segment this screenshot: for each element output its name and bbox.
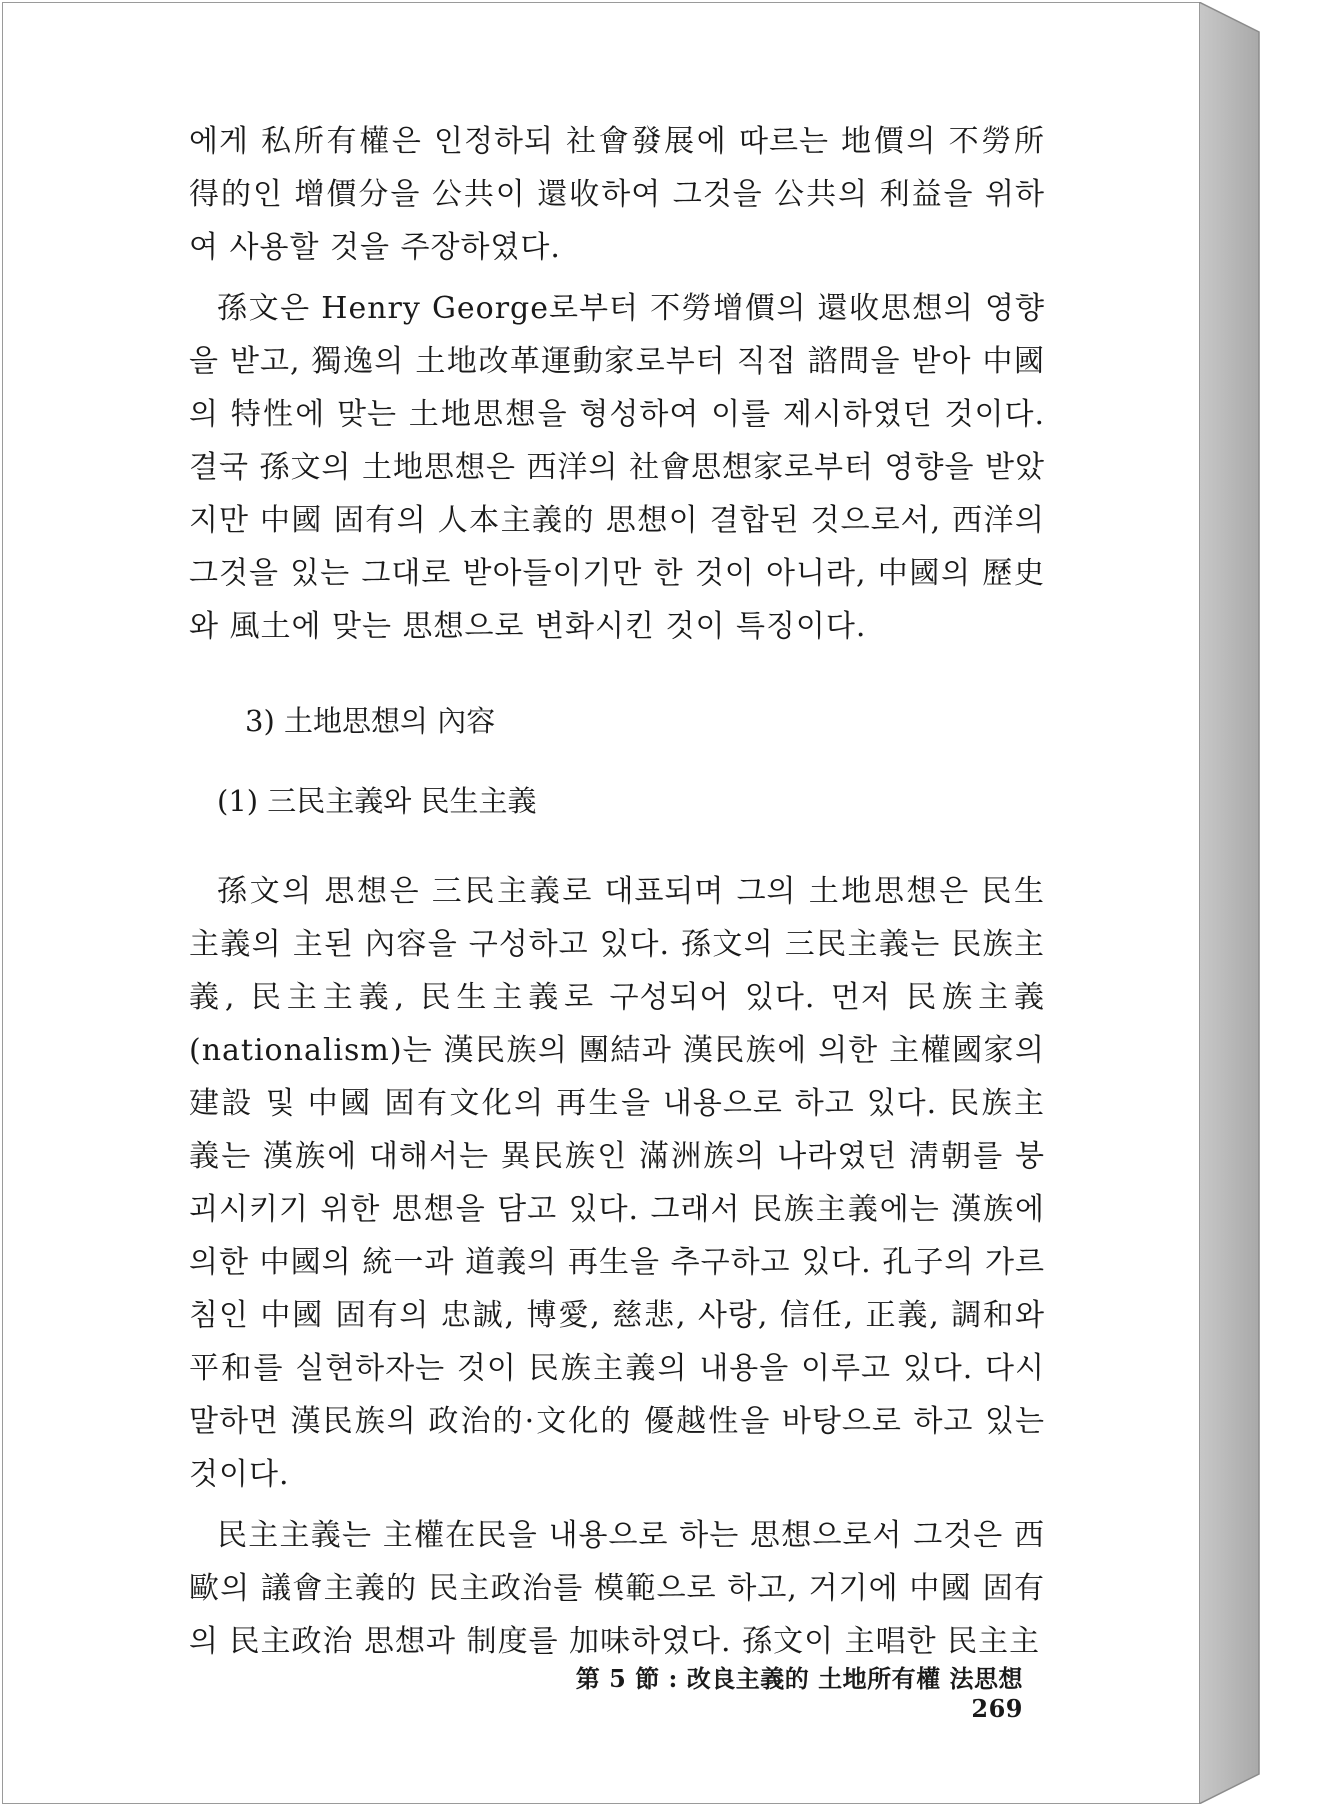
section-heading: 3) 土地思想의 內容 [245,704,496,738]
book-page [2,2,1200,1804]
subsection-heading: (1) 三民主義와 民生主義 [217,784,537,818]
paragraph-3: 孫文의 思想은 三民主義로 대표되며 그의 土地思想은 民生主義의 主된 內容을 구성하고 있다. 孫文의 三民主義는 民族主義, 民主主義, 民生主義로 구성되어 있다. 먼저 民族主義(nationalism)는 漢民族의 團結과 漢民族에 의한 主權國家의 建設 및 中國 固有文化의 再生을 내용으로 하고 있다. 民族主義는 漢族에 대해서는 異民族인 滿洲族의 나라였던 淸朝를 붕괴시키기 위한 思想을 담고 있다. 그래서 民族主義에는 漢族에 의한 中國의 統一과 道義의 再生을 추구하고 있다. 孔子의 가르침인 中國 固有의 忠誠, 博愛, 慈悲, 사랑, 信任, 正義, 調和와 平和를 실현하자는 것이 民族主義의 내용을 이루고 있다. 다시 말하면 漢民族의 政治的·文化的 優越性을 바탕으로 하고 있는 것이다. [189,874,1045,1492]
paragraph-1: 에게 私所有權은 인정하되 社會發展에 따르는 地價의 不勞所得的인 增價分을 公共이 還收하여 그것을 公共의 利益을 위하여 사용할 것을 주장하였다. [189,124,1045,265]
body-text [189,115,1045,1668]
paragraph-2: 孫文은 Henry George로부터 不勞增價의 還收思想의 영향을 받고, 獨逸의 土地改革運動家로부터 직접 諮問을 받아 中國의 特性에 맞는 土地思想을 형성하여 이를 제시하였던 것이다. 결국 孫文의 土地思想은 西洋의 社會思想家로부터 영향을 받았지만 中國 固有의 人本主義的 思想이 결합된 것으로서, 西洋의 그것을 있는 그대로 받아들이기만 한 것이 아니라, 中國의 歷史와 風土에 맞는 思想으로 변화시킨 것이 특징이다. [189,291,1045,644]
book-edge-shading [1199,2,1299,1804]
page-footer [539,1659,1023,1723]
paragraph-4: 民主主義는 主權在民을 내용으로 하는 思想으로서 그것은 西歐의 議會主義的 民主政治를 模範으로 하고, 거기에 中國 固有의 民主政治 思想과 制度를 加味하였다. 孫文이 主唱한 民主主 [189,1518,1045,1659]
page-number: 269 [971,1694,1023,1723]
running-head: 第 5 節 : 改良主義的 土地所有權 法思想 [575,1664,1023,1693]
